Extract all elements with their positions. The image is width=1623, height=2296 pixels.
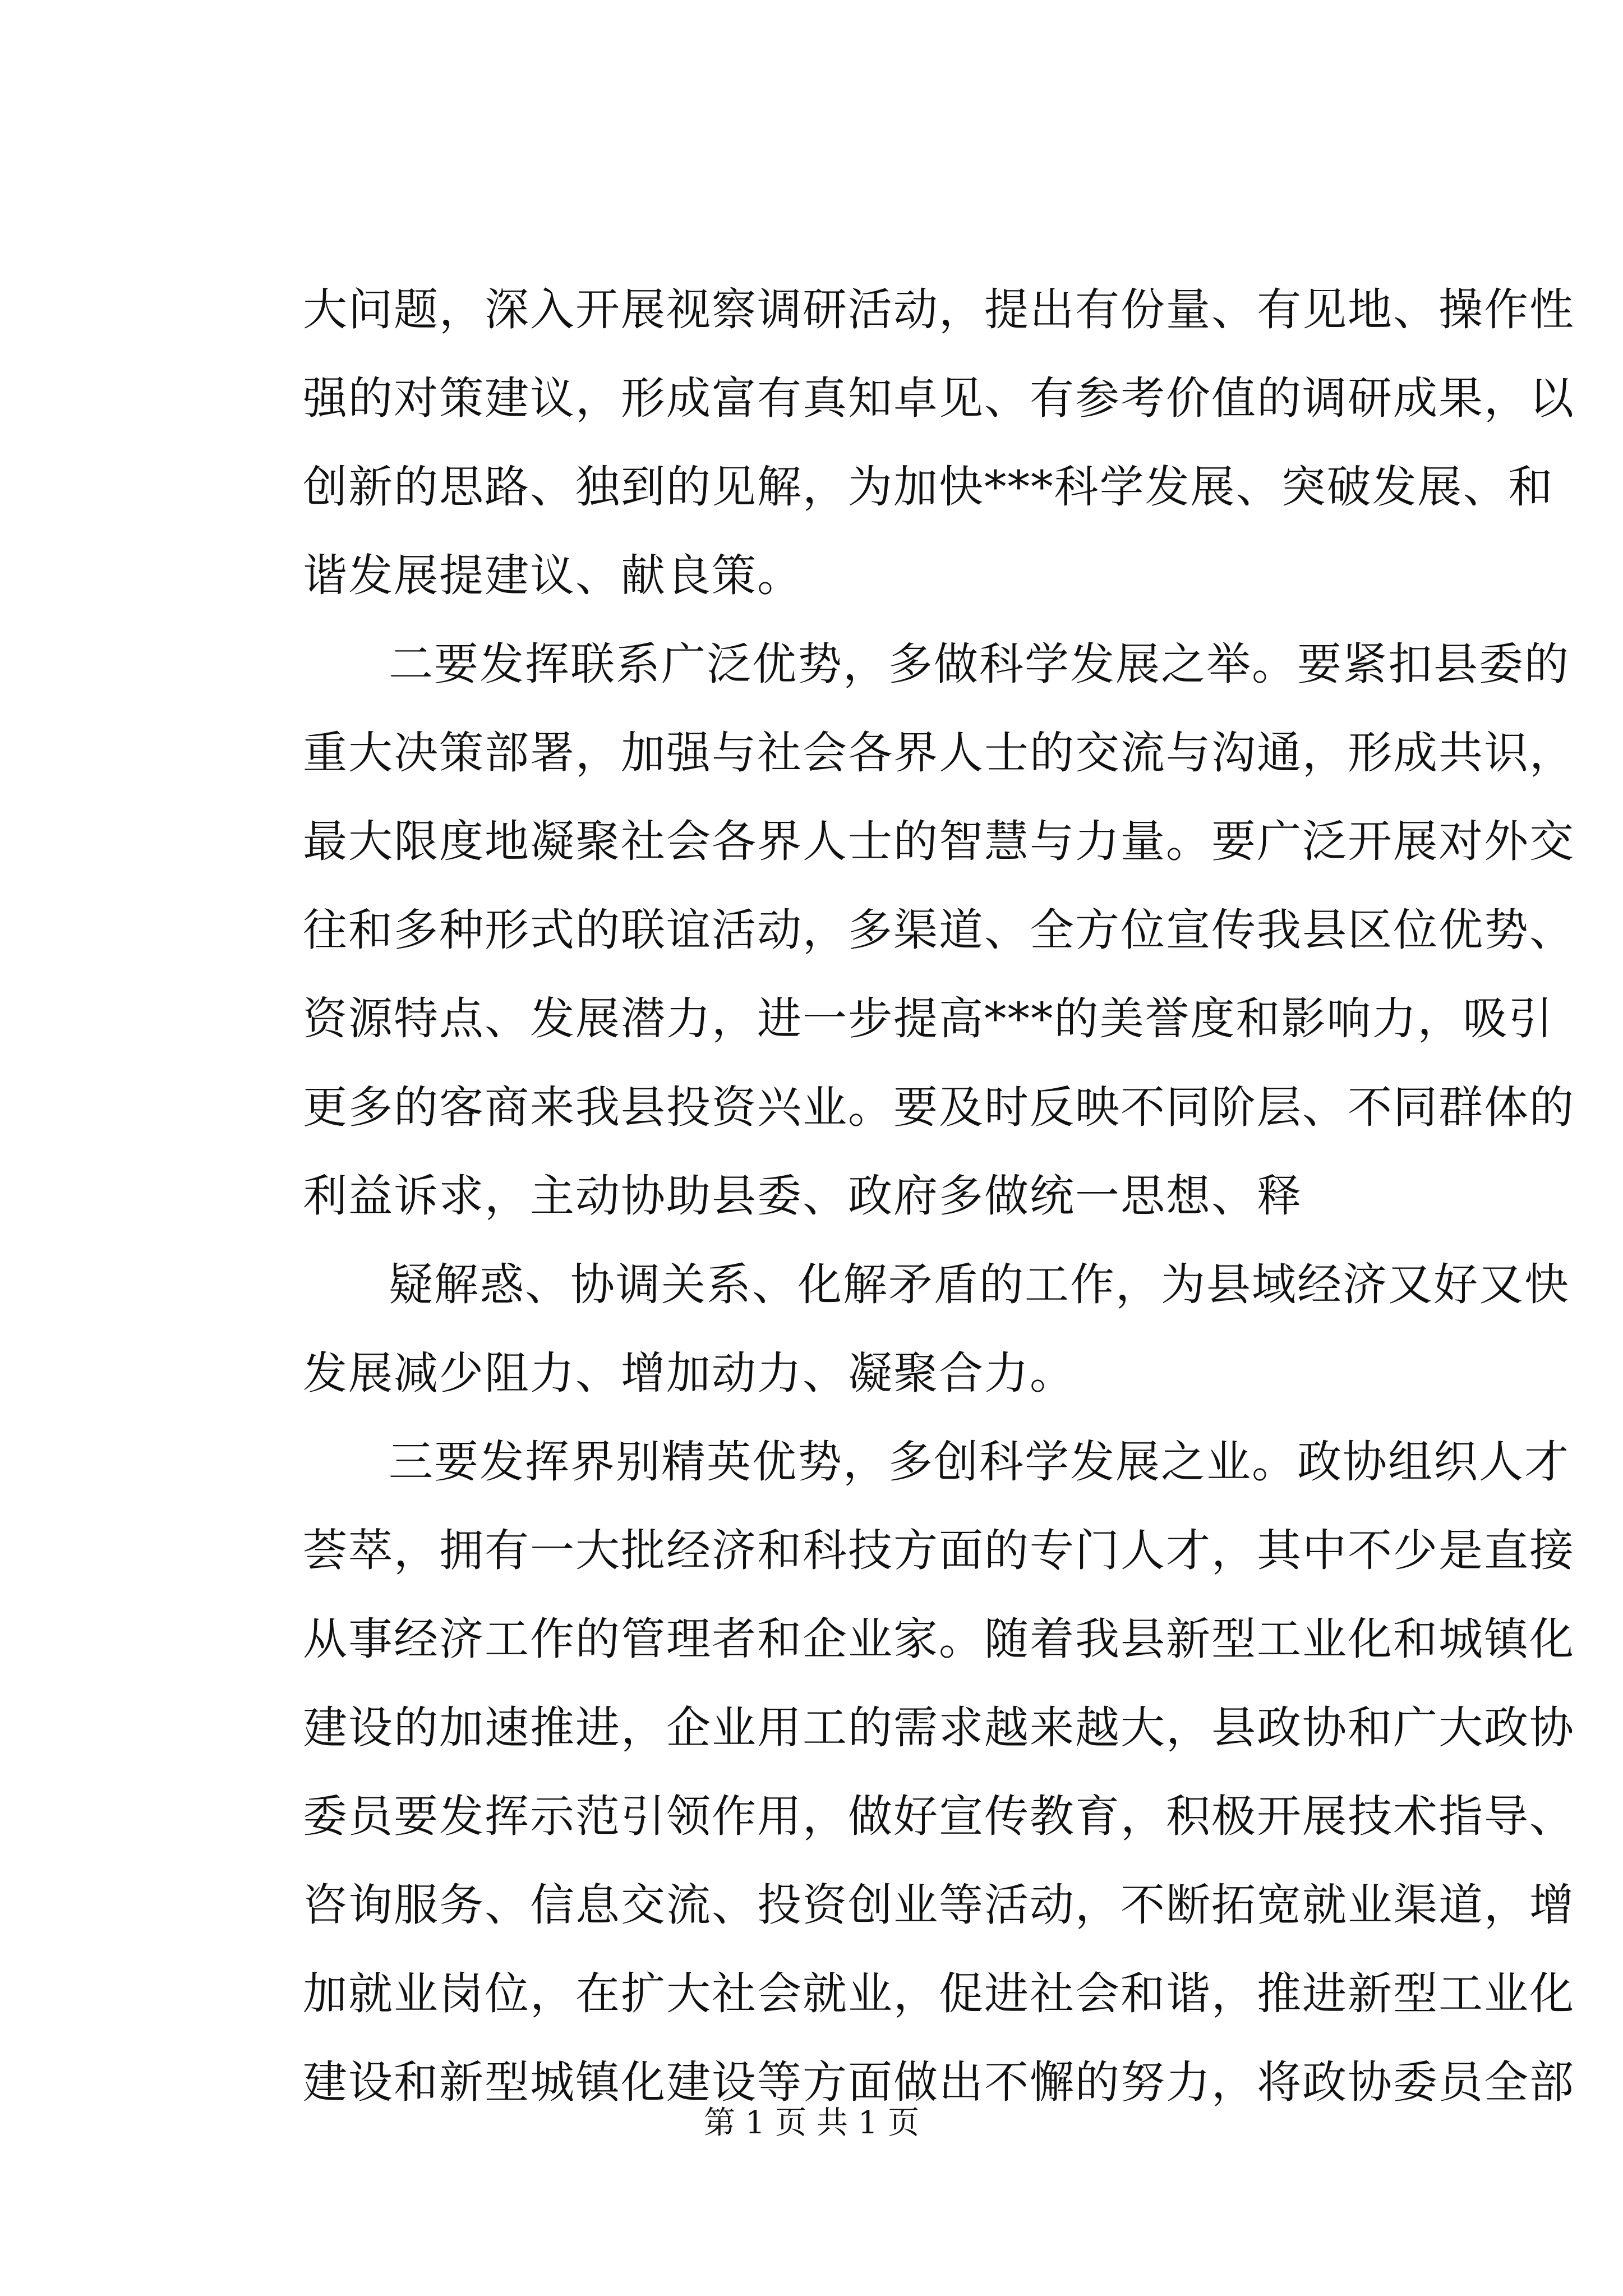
text-line: 咨询服务、信息交流、投资创业等活动，不断拓宽就业渠道，增 (303, 1879, 1575, 1931)
text-line: 最大限度地凝聚社会各界人士的智慧与力量。要广泛开展对外交 (303, 816, 1575, 867)
text-line: 建设和新型城镇化建设等方面做出不懈的努力，将政协委员全部 (303, 2056, 1575, 2108)
text-line: 强的对策建议，形成富有真知卓见、有参考价值的调研成果，以 (303, 372, 1575, 424)
text-line: 利益诉求，主动协助县委、政府多做统一思想、释 (303, 1170, 1302, 1222)
text-line: 重大决策部署，加强与社会各界人士的交流与沟通，形成共识， (303, 727, 1575, 779)
text-line: 更多的客商来我县投资兴业。要及时反映不同阶层、不同群体的 (303, 1082, 1575, 1133)
text-line: 疑解惑、协调关系、化解矛盾的工作，为县域经济又好又快 (389, 1259, 1570, 1310)
text-line: 荟萃，拥有一大批经济和科技方面的专门人才，其中不少是直接 (303, 1525, 1575, 1576)
page-number-footer: 第 1 页 共 1 页 (703, 2105, 920, 2141)
text-line: 委员要发挥示范引领作用，做好宣传教育，积极开展技术指导、 (303, 1791, 1575, 1842)
text-line: 发展减少阻力、增加动力、凝聚合力。 (303, 1347, 1075, 1399)
text-line: 谐发展提建议、献良策。 (303, 550, 803, 601)
text-line: 建设的加速推进，企业用工的需求越来越大，县政协和广大政协 (303, 1702, 1575, 1754)
text-line: 加就业岗位，在扩大社会就业，促进社会和谐，推进新型工业化 (303, 1968, 1575, 2019)
paragraph-3-first-line: 三要发挥界别精英优势，多创科学发展之业。政协组织人才 (389, 1436, 1570, 1488)
paragraph-2-first-line: 二要发挥联系广泛优势，多做科学发展之举。要紧扣县委的 (389, 638, 1570, 690)
text-line: 从事经济工作的管理者和企业家。随着我县新型工业化和城镇化 (303, 1613, 1575, 1665)
text-line: 创新的思路、独到的见解，为加快***科学发展、突破发展、和 (303, 461, 1554, 513)
text-line: 往和多种形式的联谊活动，多渠道、全方位宣传我县区位优势、 (303, 904, 1575, 956)
text-line: 大问题，深入开展视察调研活动，提出有份量、有见地、操作性 (303, 284, 1575, 335)
text-line: 资源特点、发展潜力，进一步提高***的美誉度和影响力，吸引 (303, 993, 1554, 1045)
